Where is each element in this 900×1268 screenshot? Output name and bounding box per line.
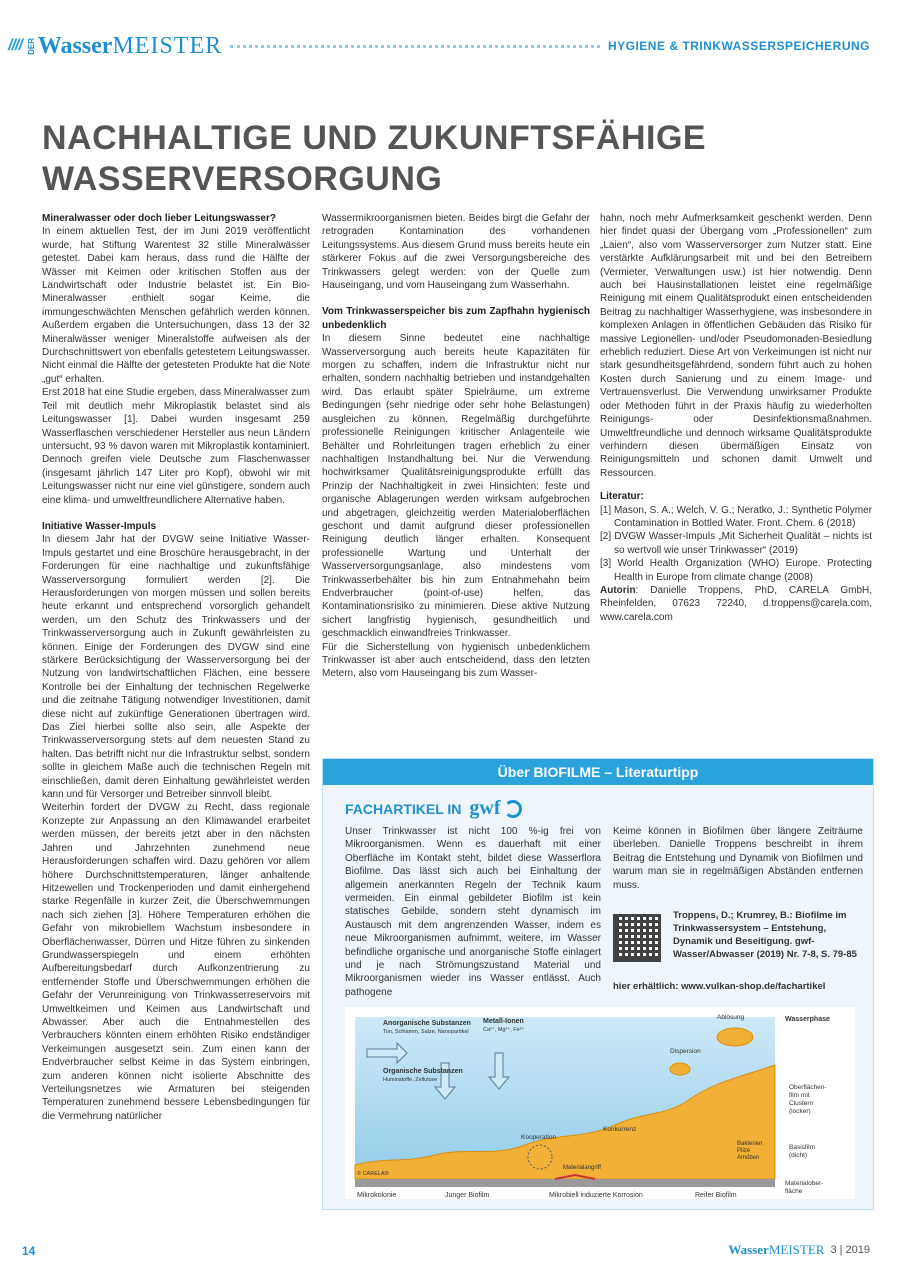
label-material-1: Materialober- (785, 1180, 824, 1187)
subheading-mineralwasser: Mineralwasser oder doch lieber Leitungswasser? (42, 213, 276, 224)
footer-wasser: Wasser (728, 1242, 769, 1257)
literature-item: [2] DVGW Wasser-Impuls „Mit Sicherheit Qualität – nichts ist so wertvoll wie unser Trinkwasser“ (2019) (600, 531, 872, 556)
label-bakterien: Bakterien (737, 1141, 763, 1147)
literature-heading: Literatur: (600, 491, 644, 503)
label-korrosion: Mikrobiell induzierte Korrosion (549, 1192, 643, 1199)
label-kooperation: Kooperation (521, 1134, 557, 1141)
footer-meister: MEISTER (768, 1242, 825, 1257)
biofilm-diagram-svg (345, 1007, 855, 1199)
label-junger: Junger Biofilm (445, 1192, 490, 1199)
biofilm-diagram (345, 1007, 855, 1199)
column-3 (600, 212, 872, 624)
paragraph: hahn, noch mehr Aufmerksamkeit geschenkt werden. Denn hier findet quasi der Übergang vom „Professionellen“ zum „Laien“, also vom Wasserversorger zum Nutzer statt. Eine verstärkte Aufklärungsarbeit mit und bei den Betreibern (Vermieter, Verwaltungen usw.) ist hier notwendig. Denn auch bei Hausinstallationen leistet eine regelmäßige Reinigung mit einem Qualitätsprodukt einen entscheidenden Beitrag zu nachhaltiger Wasserhygiene, was insbesondere in komplexen Anlagen in öffentlichen Gebäuden das Risiko für massive Legionellen- und/oder Pseudomonaden-Besiedlung erheblich reduziert. Diese Art von Verkeimungen ist nicht nur stark gesundheitsgefährdend, sondern führt auch zu hohen Kosten durch Sanierung und zu einem Image- und Vertrauensverlust. Die Verwendung unwirksamer Produkte oder Methoden führt in der Praxis häufig zu wiederholten Reinigungs- oder Desinfektionsmaßnahmen. Umweltfreundliche und dennoch wirksame Qualitätsprodukte verhindern diesen übermäßigen Einsatz von Reinigungsmitteln und schonen damit Umwelt und Ressourcen. (600, 213, 872, 479)
fachartikel-text: FACHARTIKEL IN (345, 800, 462, 817)
box-heading: Über BIOFILME – Literaturtipp (323, 759, 873, 785)
author-info (600, 584, 872, 624)
header-slashes: //// (8, 37, 22, 54)
issue-number: 3 | 2019 (830, 1244, 870, 1256)
paragraph: Für die Sicherstellung von hygienisch unbedenklichem Trinkwasser ist aber auch entscheidend, dass den letzten Metern, also vom Hauseingang bis zum Wasser- (322, 641, 590, 680)
biofilm-info-box (322, 758, 874, 1210)
title-line-2: WASSERVERSORGUNG (42, 160, 443, 198)
literature-list (600, 490, 872, 584)
page-header (8, 28, 870, 64)
label-metall-sub: Ca²⁺, Mg²⁺, Fe²⁺ (483, 1027, 525, 1033)
author-text: : Danielle Troppens, PhD, CARELA GmbH, Rheinfelden, 07623 72240, d.troppens@carela.com, www.carela.com (600, 584, 872, 623)
article-reference: Troppens, D.; Krumrey, B.: Biofilme im Trinkwassersystem – Entstehung, Dynamik und Beseitigung. gwf-Wasser/Abwasser (2019) Nr. 7-8, S. 79-85 (673, 910, 857, 960)
paragraph: In einem aktuellen Test, der im Juni 2019 veröffentlicht wurde, hat Stiftung Warentest 32 stille Mineralwässer getestet. Dabei kam heraus, dass rund die Hälfte der Wässer mit Keimen oder kritischen Stoffen aus der Landwirtschaft oder Industrie belastet ist. Ein Bio-Mineralwasser enthielt sogar Keime, die immungeschwächten Menschen gefährlich werden können. Außerdem ergaben die Untersuchungen, dass 13 der 32 Mineralwässer weniger Mineralstoffe aufweisen als der Durchschnittswert von ebenfalls getestetem Leitungswasser. Nicht einmal die Hälfte der getesteten Produkte hat die Note „gut“ erhalten. (42, 226, 310, 385)
literature-item: [1] Mason, S. A.; Welch, V. G.; Neratko, J.: Synthetic Polymer Contamination in Bottled Water. Front. Chem. 6 (2018) (600, 504, 872, 529)
paragraph: Wassermikroorganismen bieten. Beides birgt die Gefahr der retrograden Kontamination des vorhandenen Leitungssystems. Aus diesem Grund muss bereits heute ein stärkerer Fokus auf die zwei Versorgungsbereiche des Trinkwassers gelegt werden: von der Quelle zum Hauseingang, und vom Hauseingang zum Wasserhahn. (322, 213, 590, 292)
section-label: HYGIENE & TRINKWASSERSPEICHERUNG (607, 39, 870, 53)
magazine-logo (28, 33, 222, 60)
label-basis-1: Basisfilm (789, 1144, 816, 1151)
label-oberflaeche-4: (locker) (789, 1108, 811, 1115)
column-1 (42, 212, 310, 1123)
label-anorg-sub: Ton, Schlamm, Salze, Nanopartikel (383, 1029, 469, 1035)
paragraph: In diesem Jahr hat der DVGW seine Initiative Wasser-Impuls gestartet und eine Broschüre herausgebracht, in der Forderungen für eine nachhaltige und zukunftsfähige Wasserversorgung formuliert werden [2]. Die Herausforderungen von morgen müssen und sollen bereits heute erkannt und entsprechend vorsorglich gehandelt werden, um den Schutz des Trinkwassers und der Trinkwasserversorgung auch in Zukunft gewährleisten zu können. Einige der Forderungen des DVGW sind eine stärkere Berücksichtigung der Wasserversorgung bei der Nutzung von landwirtschaftlichen Flächen, eine bessere Kontrolle bei der Einhaltung der technischen Regelwerke und die zeitnahe Tätigung notwendiger Investitionen, damit diese nicht auf zukünftige Generationen übertragen wird. Das Ziel hierbei sollte also sein, alle Aspekte der Trinkwasserversorgung stets auf dem neuesten Stand zu halten. Das betrifft nicht nur die Infrastruktur selbst, sondern sollte in gleichem Maße auch die technischen Regeln mit einschließen, damit deren Einhaltung gewährleistet werden kann und für Versorger und Betreiber sinnvoll bleibt. (42, 534, 310, 801)
label-metall: Metall-Ionen (483, 1018, 524, 1025)
literature-item: [3] World Health Organization (WHO) Europe. Protecting Health in Europe from climate change (2008) (600, 558, 872, 583)
label-mikrokolonie: Mikrokolonie (357, 1192, 397, 1199)
gwf-logo: gwf (469, 797, 501, 819)
label-org-sub: Huminstoffe, Zellulose (383, 1077, 438, 1083)
paragraph: Erst 2018 hat eine Studie ergeben, dass Mineralwasser zum Teil mit deutlich mehr Mikroplastik belastet sind als Leitungswasser [1]. Dabei wurden insgesamt 259 Wasserflaschen verschiedener Hersteller aus neun Ländern untersucht, 93 % davon waren mit Mikroplastik kontaminiert. Dennoch greifen viele Deutsche zum Flaschenwasser (insgesamt jährlich 147 Liter pro Kopf), obwohl wir mit Leitungswasser nicht nur eine viel günstigere, sondern auch eine klima- und umweltfreundlichere Alternative haben. (42, 387, 310, 506)
label-ablosung: Ablösung (717, 1014, 745, 1021)
paragraph: Weiterhin fordert der DVGW zu Recht, dass regionale Konzepte zur Anpassung an den Klimawandel erarbeitet werden müssen, der bereits jetzt aber in den nächsten Jahren und Jahrzehnten zunehmend neue Herausforderungen schaffen wird. Dazu gehören vor allem höhere Durchschnittstemperaturen, länger anhaltende Hitzewellen und Trockenperioden und damit einhergehend starke Regenfälle in kurzer Zeit, die Überschwemmungen nach sich ziehen [3]. Höhere Temperaturen erhöhen die Gefahr von mikrobiellem Wachstum insbesondere in Oberflächenwasser, Dürren und Hitze führen zu sinkenden Grundwasserspiegeln und einem erhöhten Aufbereitungsbedarf durch Aufkonzentrierung zu entfernender Stoffe und Überschwemmungen erhöhen die Gefahr der Verunreinigung von Trinkwasserreservoirs mit Umweltkeimen und Keimen aus Landwirtschaft und Abwasser. Aber auch die Entnahmestellen des Verbrauchers könnten einem erhöhten Risiko endständiger Verkeimungen ausgesetzt sein. Zum einen kann der Endverbraucher selbst Keime in das System einbringen, zum anderen können nicht isolierte Abschnitte des Verteilungsnetzes wie Armaturen bei steigenden Temperaturen zunehmend bessere Lebensbedingungen für die Vermehrung natürlicher (42, 802, 310, 1122)
label-wasserphase: Wasserphase (785, 1016, 830, 1023)
column-2 (322, 212, 590, 681)
subheading-initiative: Initiative Wasser-Impuls (42, 520, 157, 532)
label-amoeben: Amöben (737, 1155, 760, 1161)
gwf-logo-icon (504, 800, 522, 818)
page-number: 14 (22, 1244, 36, 1258)
author-label: Autorin (600, 584, 636, 596)
subheading-trinkwasserspeicher: Vom Trinkwasserspeicher bis zum Zapfhahn hygienisch unbedenklich (322, 306, 590, 331)
label-oberflaeche-2: film mit (789, 1092, 810, 1099)
footer-logo (728, 1242, 870, 1258)
detached-cluster (717, 1028, 753, 1046)
logo-wasser: Wasser (37, 32, 113, 59)
label-material-2: fläche (785, 1188, 803, 1195)
logo-der: DER (26, 37, 36, 55)
label-oberflaeche-3: Clustern (789, 1100, 814, 1107)
label-anorg: Anorganische Substanzen (383, 1020, 471, 1027)
material-surface (355, 1179, 775, 1187)
article-title (42, 118, 802, 200)
header-dotted-line (230, 45, 600, 48)
label-konkurrenz: Konkurrenz (603, 1126, 637, 1133)
label-basis-2: (dicht) (789, 1152, 808, 1159)
fachartikel-label (345, 797, 522, 820)
shop-link[interactable]: hier erhältlich: www.vulkan-shop.de/fachartikel (613, 981, 826, 992)
label-reifer: Reifer Biofilm (695, 1192, 737, 1199)
label-materialangriff: Materialangriff (563, 1165, 601, 1171)
logo-meister: MEISTER (112, 32, 223, 59)
box-text-left: Unser Trinkwasser ist nicht 100 %-ig frei von Mikroorganismen. Wenn es dauerhaft mit einer Oberfläche im Kontakt steht, bildet diese Wasserflora Biofilme. Das lässt sich auch bei Einhaltung der allgemein anerkannten Regeln der Technik kaum vermeiden. Ein einmal gebildeter Biofilm ist kein statisches Gebilde, sondern steht dynamisch im Austausch mit dem angrenzenden Wasser, indem es neue Mikroorganismen aufnimmt, weitere, im Wasser befindliche organische und anorganische Stoffe einlagert und je nach Strömungszustand Material und Mikroorganismen wieder ins Wasser entlässt. Auch pathogene (345, 826, 601, 998)
label-oberflaeche-1: Oberflächen- (789, 1084, 827, 1091)
label-pilze: Pilze (737, 1148, 751, 1154)
label-dispersion: Dispersion (670, 1048, 701, 1055)
dispersed-cluster (670, 1063, 690, 1075)
box-text-right: Keime können in Biofilmen über längere Zeiträume überleben. Danielle Troppens beschreibt in ihrem Beitrag die Entstehung und Dynamik von Biofilmen und warum man sie in regelmäßigen Abständen entfernen muss. (613, 826, 863, 891)
qr-code-icon[interactable] (613, 914, 661, 962)
label-org: Organische Substanzen (383, 1068, 463, 1075)
title-line-1: NACHHALTIGE UND ZUKUNFTSFÄHIGE (42, 119, 707, 157)
paragraph: In diesem Sinne bedeutet eine nachhaltige Wasserversorgung auch bereits heute Kapazitäten für morgen zu schaffen, indem die Infrastruktur nicht nur erhalten, sondern nachhaltig betrieben und instandgehalten wird. Das erlaubt später Spielräume, um extreme Bedingungen (sehr niedrige oder sehr hohe Belastungen) ausgleichen zu können. Regelmäßig durchgeführte professionelle Reinigungen kritischer Anlagenteile wie Behälter und Rohrleitungen tragen erheblich zu einer nachhaltigen Instandhaltung bei. Nur die Verwendung hochwirksamer Qualitätsreinigungsprodukte erfüllt das Prinzip der Nachhaltigkeit in zwei Hinsichten: feste und organische Ablagerungen werden wirksam aufgebrochen und abgetragen, gleichzeitig werden Materialoberflächen geschont und damit aufgrund dieser professionellen Reinigung deutlich länger erhalten. Konsequent professionelle Wartung und Unterhalt der Wasserversorgungsanlage, also mindestens vom Trinkwasserbehälter bis hin zum Entnahmehahn beim Endverbraucher (point-of-use) helfen, das Kontaminationsrisiko zu minimieren. Diese aktive Nutzung sichert langfristig hygienisch, gesundheitlich und geschmacklich einwandfreies Trinkwasser. (322, 333, 590, 640)
label-carela: © CARELA® (357, 1171, 389, 1177)
